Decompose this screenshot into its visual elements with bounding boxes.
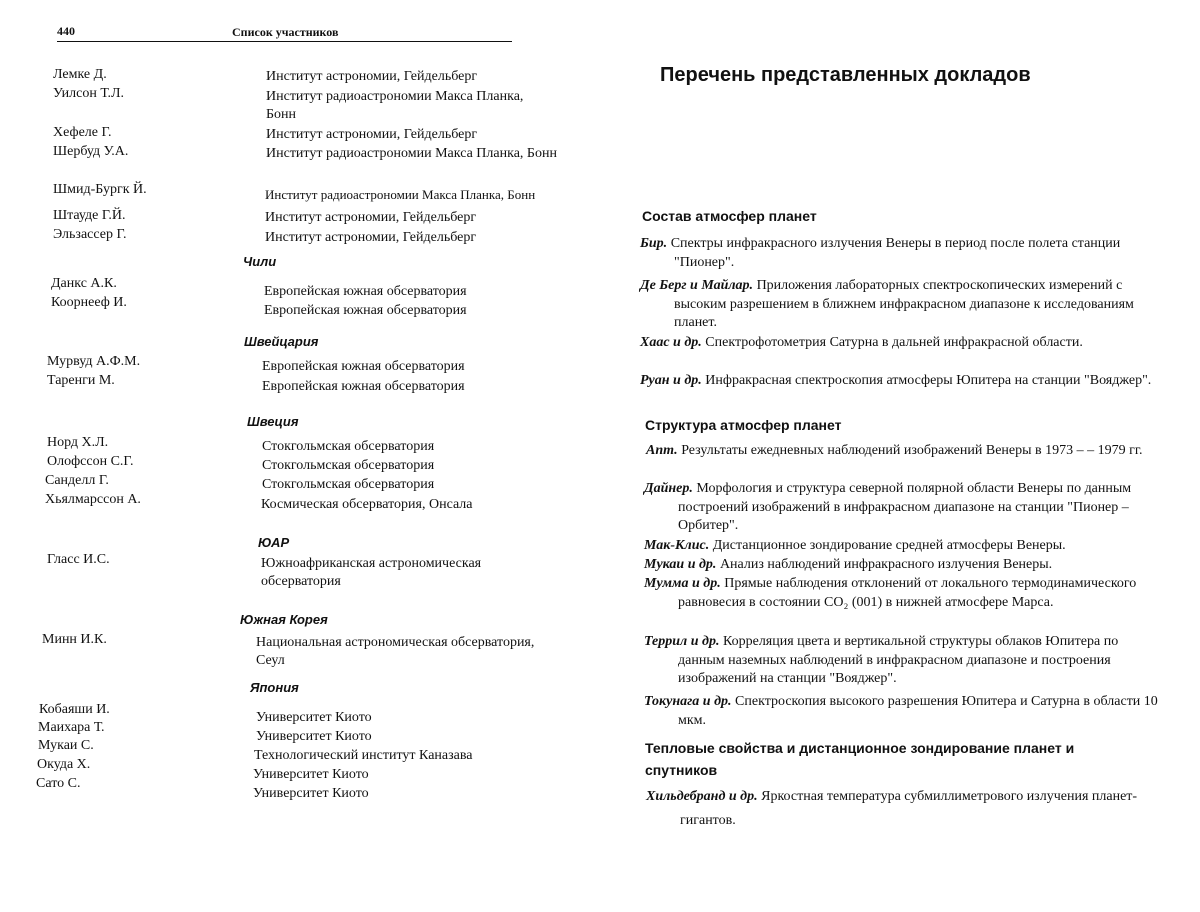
report-title: Инфракрасная спектроскопия атмосферы Юпитера на станции "Вояджер". [705,373,1152,388]
participant-name: Маихара Т. [38,720,105,735]
country-heading: Чили [243,254,277,269]
participant-name: Сато С. [36,776,81,791]
participant-name: Гласс И.С. [47,552,110,567]
report-entry [644,575,1164,612]
page-number: 440 [57,24,75,38]
participant-name: Хьялмарссон А. [45,492,141,507]
report-title: Приложения лабораторных спектроскопических измерений с высоким разрешением в ближнем инфракрасном диапазоне к исследованиям планет. [674,278,1134,330]
country-heading: Швеция [247,414,299,429]
participant-name: Штауде Г.Й. [53,208,126,223]
participant-institution: Технологический институт Каназава [254,748,473,763]
participant-name: Данкс А.К. [51,276,117,291]
report-title: Дистанционное зондирование средней атмосферы Венеры. [712,538,1066,553]
participant-institution: Университет Киото [253,786,369,801]
report-author: Мумма и др. [644,576,721,591]
participant-institution: Институт астрономии, Гейдельберг [265,230,477,245]
report-title: Спектроскопия высокого разрешения Юпитера и Сатурна в области 10 мкм. [678,694,1158,728]
participant-name: Минн И.К. [42,632,107,647]
report-author: Дайнер. [644,481,693,496]
participant-name: Кобаяши И. [39,702,110,717]
report-entry [640,372,1160,391]
participant-name: Санделл Г. [45,473,109,488]
header-rule [57,41,512,42]
country-heading: ЮАР [258,535,290,550]
report-entry [646,442,1166,461]
report-entry [644,633,1164,689]
participant-name: Мукаи С. [38,738,94,753]
participant-institution: Южноафриканская астрономическая обсерватория [261,556,482,589]
report-author: Мукаи и др. [644,557,717,572]
report-entry [640,277,1160,333]
report-author: Де Берг и Майлар. [640,278,754,293]
report-title: Спектрофотометрия Сатурна в дальней инфракрасной области. [705,335,1083,350]
participant-name: Уилсон Т.Л. [53,86,125,101]
section-heading: Состав атмосфер планет [642,208,817,224]
participant-name: Коорнееф И. [51,295,127,310]
participant-institution: Стокгольмская обсерватория [262,477,435,492]
participant-name: Лемке Д. [53,67,107,82]
report-author: Хаас и др. [640,335,702,350]
participant-institution: Институт астрономии, Гейдельберг [265,210,477,225]
report-title: Анализ наблюдений инфракрасного излучения Венеры. [719,557,1053,572]
report-author: Руан и др. [640,373,702,388]
report-author: Апт. [646,443,678,458]
page-title: Перечень представленных докладов [660,64,1031,86]
report-entry [644,537,1164,556]
country-heading: Япония [250,680,299,695]
participant-institution: Европейская южная обсерватория [262,379,465,394]
participant-institution: Европейская южная обсерватория [262,359,465,374]
participant-name: Олофссон С.Г. [47,454,134,469]
report-author: Бир. [640,236,668,251]
running-head: Список участников [232,25,339,39]
report-title: Яркостная температура субмиллиметрового излучения планет-гигантов. [680,789,1138,828]
participant-institution: Институт радиоастрономии Макса Планка, Бонн [265,187,536,202]
participant-institution: Университет Киото [253,767,369,782]
report-entry [640,334,1160,353]
participant-institution: Институт радиоастрономии Макса Планка, Бонн [266,146,557,161]
participant-institution: Университет Киото [256,729,372,744]
participant-institution: Институт астрономии, Гейдельберг [266,69,478,84]
participant-institution: Институт радиоастрономии Макса Планка, Бонн [266,89,524,122]
report-entry [640,235,1160,272]
report-entry [644,693,1164,730]
participant-institution: Стокгольмская обсерватория [262,458,435,473]
participant-institution: Космическая обсерватория, Онсала [261,497,473,512]
participant-name: Таренги М. [47,373,115,388]
participant-institution: Европейская южная обсерватория [264,284,467,299]
report-title: Морфология и структура северной полярной области Венеры по данным построений изображений в инфракрасном диапазоне на станции "Пионер – Орбитер". [678,481,1132,533]
report-author: Террил и др. [644,634,720,649]
participant-name: Шмид-Бургк Й. [53,182,147,197]
country-heading: Швейцария [244,334,319,349]
report-entry [646,785,1166,833]
country-heading: Южная Корея [240,612,328,627]
section-heading: Структура атмосфер планет [645,417,842,433]
participant-institution: Национальная астрономическая обсерватория, Сеул [256,635,535,668]
participant-institution: Институт астрономии, Гейдельберг [266,127,478,142]
report-author: Мак-Клис. [644,538,710,553]
participant-institution: Университет Киото [256,710,372,725]
participant-name: Эльзассер Г. [53,227,127,242]
report-entry [644,556,1164,575]
participant-name: Хефеле Г. [53,125,112,140]
report-title: Результаты ежедневных наблюдений изображений Венеры в 1973 – – 1979 гг. [681,443,1143,458]
participant-name: Норд Х.Л. [47,435,109,450]
report-author: Токунага и др. [644,694,732,709]
right-page [600,0,1200,912]
report-author: Хильдебранд и др. [646,789,758,804]
participant-institution: Стокгольмская обсерватория [262,439,435,454]
report-title: Корреляция цвета и вертикальной структуры облаков Юпитера по данным наземных наблюдений в инфракрасном диапазоне и построения изображений на станции "Вояджер". [678,634,1119,686]
participant-institution: Европейская южная обсерватория [264,303,467,318]
report-title: Прямые наблюдения отклонений от локального термодинамического равновесия в состоянии CO₂ (001) в нижней атмосфере Марса. [678,576,1137,610]
participant-name: Мурвуд А.Ф.М. [47,354,141,369]
section-heading: Тепловые свойства и дистанционное зондирование планет и спутников [645,740,1075,778]
report-entry [644,480,1164,536]
participant-name: Окуда Х. [37,757,91,772]
participant-name: Шербуд У.А. [53,144,129,159]
report-title: Спектры инфракрасного излучения Венеры в период после полета станции "Пионер". [670,236,1121,270]
